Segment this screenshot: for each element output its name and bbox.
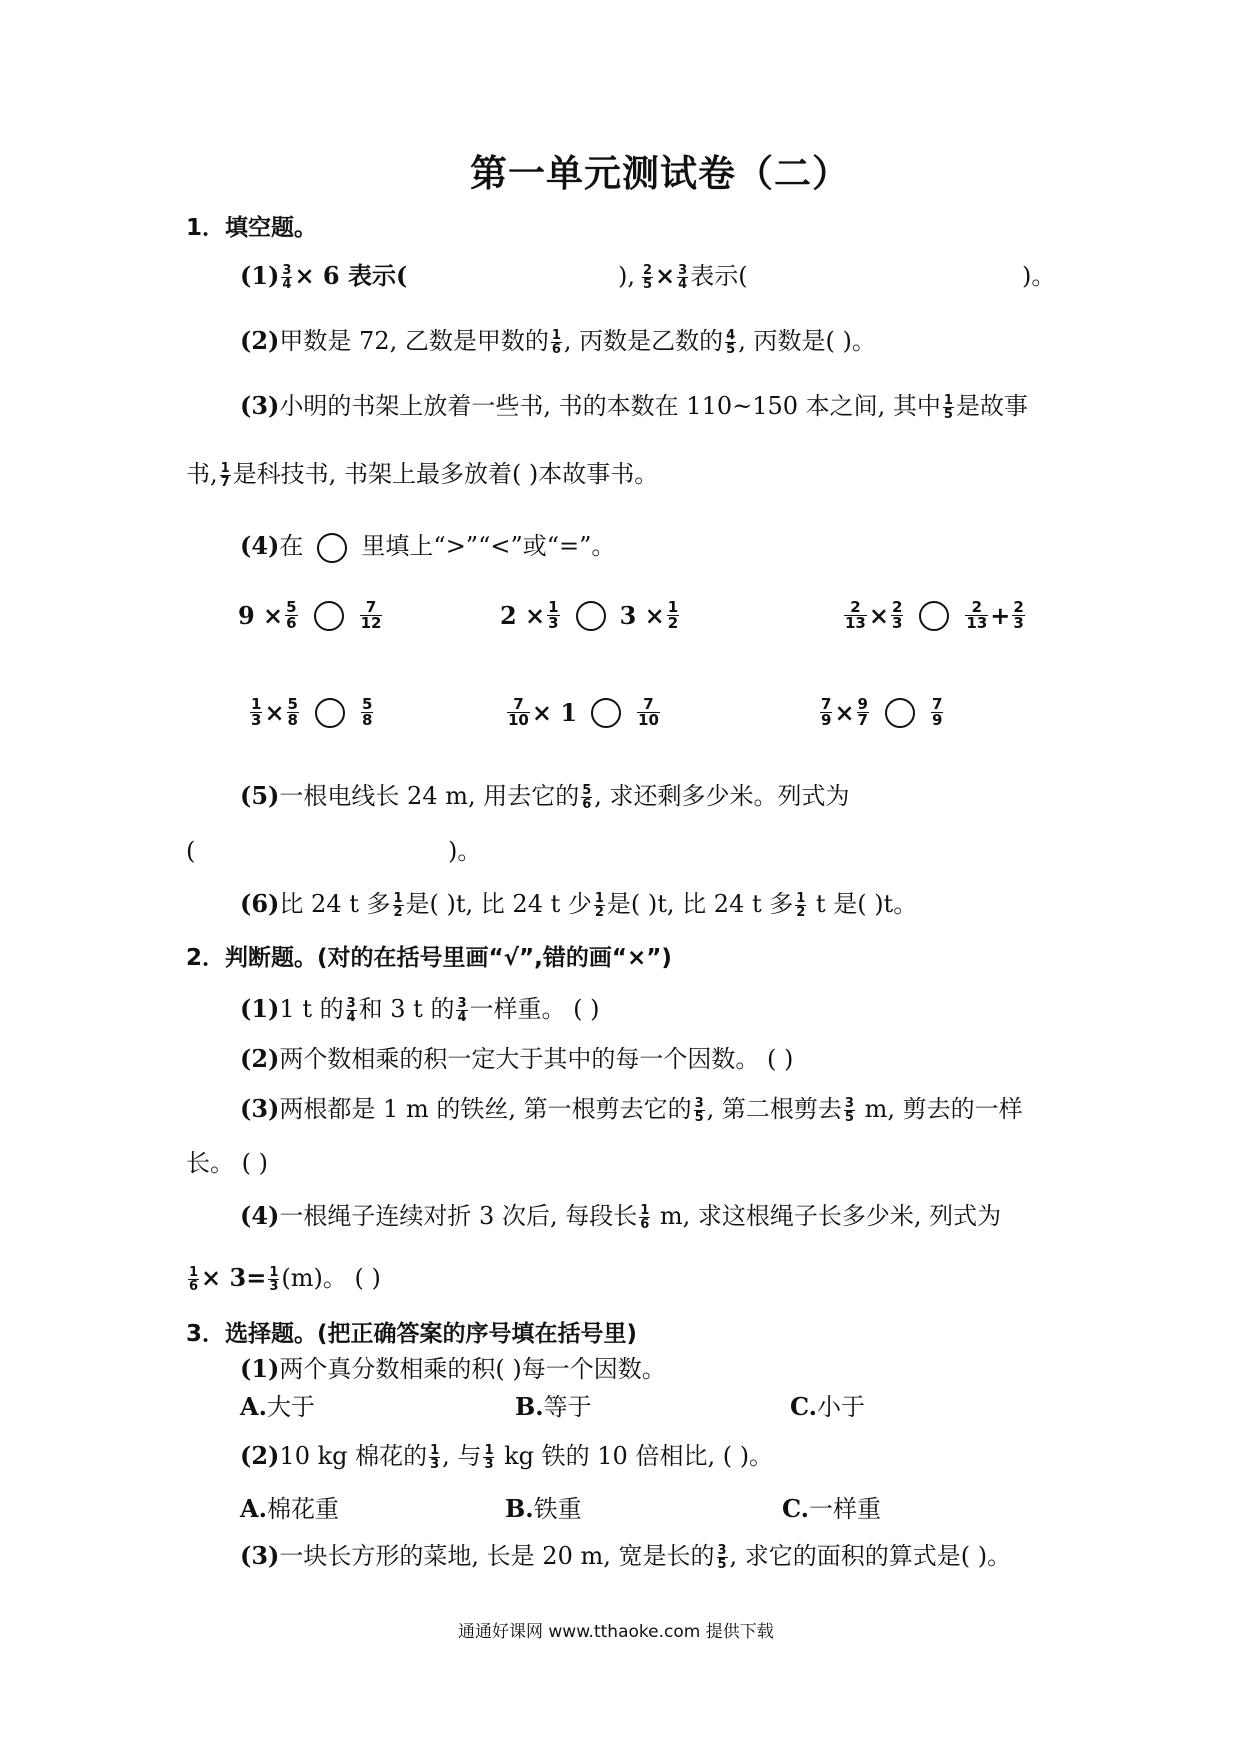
judge-q2: (2)两个数相乘的积一定大于其中的每一个因数。 ( ) (240, 1044, 794, 1073)
compare-circle[interactable] (591, 698, 621, 728)
fraction: $\frac{1}{7}$ (220, 461, 230, 490)
choice-q2-option-b[interactable]: B.铁重 (505, 1494, 582, 1523)
section-choice-heading: 3．选择题。(把正确答案的序号填在括号里) (186, 1321, 638, 1347)
compare-circle[interactable] (885, 698, 915, 728)
fraction: $\frac{1}{6}$ (189, 1265, 199, 1294)
q-number: (1) (240, 261, 280, 290)
fill-q5-blank-open: ( (186, 837, 196, 865)
fraction: $\frac{1}{3}$ (269, 1265, 279, 1294)
compare-item: $\frac{7}{9}$ × $\frac{9}{7}$ $\frac{7}{9}$ (821, 695, 943, 729)
fraction: $\frac{1}{6}$ (640, 1203, 650, 1232)
fill-q1-blank1-close: ), (618, 262, 635, 290)
fraction: $\frac{3}{5}$ (844, 1096, 854, 1125)
fraction: $\frac{1}{2}$ (594, 891, 604, 920)
choice-q2-option-c[interactable]: C.一样重 (782, 1494, 882, 1523)
judge-q4: (4)一根绳子连续对折 3 次后, 每段长 $\frac{1}{6}$ m, 求这根绳子长多少米, 列式为 (240, 1201, 1002, 1232)
choice-q2: (2)10 kg 棉花的 $\frac{1}{3}$ , 与 $\frac{1}{3}$ kg 铁的 10 倍相比, ( )。 (240, 1441, 774, 1472)
section-judge-heading: 2．判断题。(对的在括号里画“√”,错的画“×”) (186, 945, 672, 971)
choice-q1-option-b[interactable]: B.等于 (515, 1392, 592, 1421)
fraction: $\frac{5}{6}$ (582, 783, 592, 812)
fraction: $\frac{1}{2}$ (393, 891, 403, 920)
judge-q3: (3)两根都是 1 m 的铁丝, 第一根剪去它的 $\frac{3}{5}$ , 第二根剪去 $\frac{3}{5}$ m, 剪去的一样 (240, 1094, 1023, 1125)
compare-item: $\frac{2}{13}$ × $\frac{2}{3}$ $\frac{2}{13}$ + $\frac{2}{3}$ (845, 598, 1024, 632)
choice-q1-option-a[interactable]: A.大于 (240, 1392, 315, 1421)
compare-circle[interactable] (314, 601, 344, 631)
compare-item: $\frac{7}{10}$ × 1 $\frac{7}{10}$ (508, 695, 659, 729)
fraction: $\frac{1}{5}$ (943, 393, 953, 422)
judge-q4-cont: $\frac{1}{6}$ × 3= $\frac{1}{3}$ (m)。 ( ) (189, 1263, 381, 1294)
fraction: $\frac{3}{5}$ (717, 1543, 727, 1572)
page-footer: 通通好课网 www.tthaoke.com 提供下载 (458, 1622, 774, 1642)
fill-q6: (6)比 24 t 多 $\frac{1}{2}$ 是( )t, 比 24 t 少 $\frac{1}{2}$ 是( )t, 比 24 t 多 $\frac{1}{2}$ t 是( )t。 (240, 889, 918, 920)
compare-item: 9 × $\frac{5}{6}$ $\frac{7}{12}$ (238, 598, 382, 632)
fill-q3-cont: 书, $\frac{1}{7}$ 是科技书, 书架上最多放着( )本故事书。 (186, 460, 659, 490)
compare-circle-example (317, 533, 347, 563)
compare-item: $\frac{1}{3}$ × $\frac{5}{8}$ $\frac{5}{8}$ (251, 695, 373, 729)
fill-q2: (2)甲数是 72, 乙数是甲数的 $\frac{1}{6}$ , 丙数是乙数的 $\frac{4}{5}$ , 丙数是( )。 (240, 326, 876, 357)
compare-circle[interactable] (576, 601, 606, 631)
choice-q1: (1)两个真分数相乘的积( )每一个因数。 (240, 1354, 666, 1383)
fraction: $\frac{4}{5}$ (726, 328, 736, 357)
fill-q5: (5)一根电线长 24 m, 用去它的 $\frac{5}{6}$ , 求还剩多少米。列式为 (240, 781, 850, 812)
fraction: $\frac{3}{4}$ (457, 996, 467, 1025)
page-title: 第一单元测试卷（二） (470, 152, 850, 195)
compare-circle[interactable] (919, 601, 949, 631)
fraction: $\frac{3}{4}$ (678, 263, 688, 292)
fraction: $\frac{3}{4}$ (346, 996, 356, 1025)
choice-q2-option-a[interactable]: A.棉花重 (240, 1494, 339, 1523)
fill-q4: (4)在 里填上“>”“<”或“=”。 (240, 530, 615, 563)
fraction: $\frac{2}{5}$ (643, 263, 653, 292)
fill-q3: (3)小明的书架上放着一些书, 书的本数在 110~150 本之间, 其中 $\frac{1}{5}$ 是故事 (240, 391, 1028, 422)
compare-item: 2 × $\frac{1}{3}$ 3 × $\frac{1}{2}$ (500, 598, 679, 632)
fraction: $\frac{1}{3}$ (430, 1443, 440, 1472)
fill-q1-part2: $\frac{2}{5}$ × $\frac{3}{4}$ 表示( (643, 261, 748, 292)
fill-q1-blank2-close: )。 (1022, 262, 1056, 290)
judge-q3-cont: 长。 ( ) (186, 1149, 268, 1177)
choice-q1-option-c[interactable]: C.小于 (790, 1392, 866, 1421)
compare-circle[interactable] (315, 698, 345, 728)
fraction: $\frac{3}{4}$ (282, 263, 292, 292)
fill-q1-text-a: × 6 表示( (294, 261, 408, 290)
fill-q5-blank-close: )。 (448, 837, 482, 865)
fraction: $\frac{1}{3}$ (484, 1443, 494, 1472)
section-fill-heading: 1．填空题。 (186, 215, 318, 241)
fraction: $\frac{1}{6}$ (551, 328, 561, 357)
fraction: $\frac{3}{5}$ (694, 1096, 704, 1125)
fill-q1 (240, 260, 407, 292)
choice-q3: (3)一块长方形的菜地, 长是 20 m, 宽是长的 $\frac{3}{5}$ , 求它的面积的算式是( )。 (240, 1541, 1012, 1572)
fraction: $\frac{1}{2}$ (796, 891, 806, 920)
judge-q1: (1)1 t 的 $\frac{3}{4}$ 和 3 t 的 $\frac{3}{4}$ 一样重。 ( ) (240, 994, 600, 1025)
